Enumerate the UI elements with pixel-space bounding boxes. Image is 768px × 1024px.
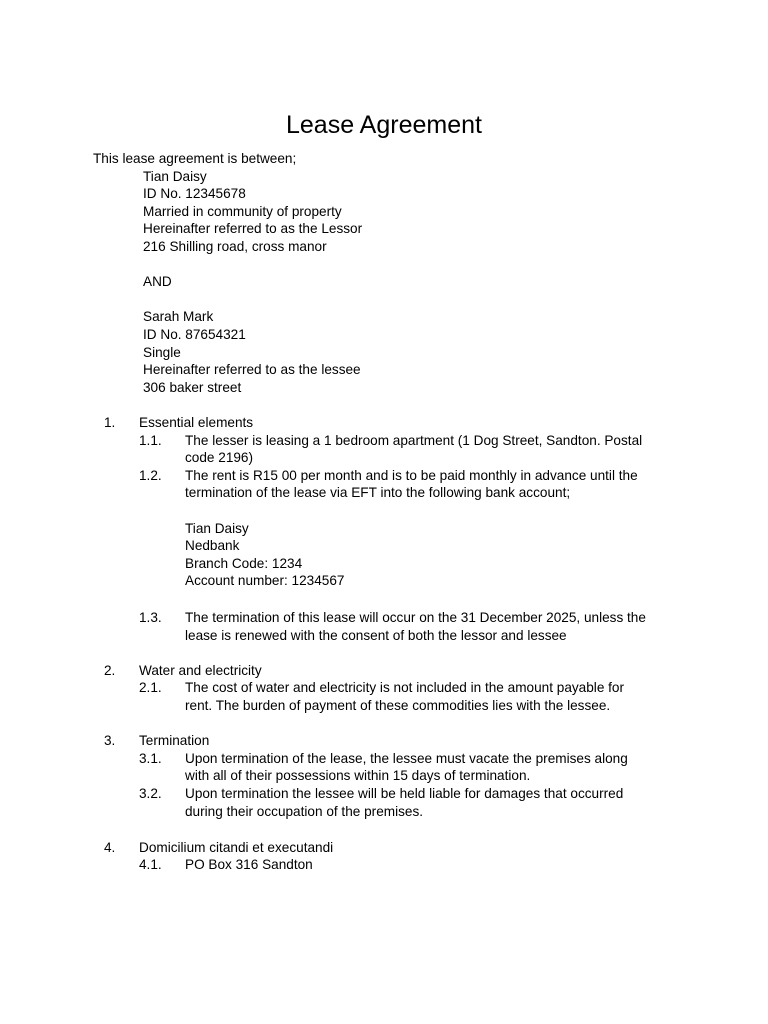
section-number: 2. xyxy=(104,662,116,678)
clause-number: 2.1. xyxy=(139,680,162,696)
clause-text: lease is renewed with the consent of both the lessor and lessee xyxy=(185,627,567,643)
bank-branch-code: Branch Code: 1234 xyxy=(185,555,303,571)
lessee-id: ID No. 87654321 xyxy=(143,327,246,342)
clause-text: The rent is R15 00 per month and is to be paid monthly in advance until the xyxy=(185,467,638,483)
clause-text: during their occupation of the premises. xyxy=(185,803,424,819)
clause-text: Upon termination the lessee will be held liable for damages that occurred xyxy=(185,786,624,801)
section-heading: Termination xyxy=(139,733,210,749)
section-heading: Essential elements xyxy=(139,415,254,430)
clause-text: rent. The burden of payment of these commodities lies with the lessee. xyxy=(185,698,611,713)
clause-text: Upon termination of the lease, the lessee must vacate the premises along xyxy=(185,750,628,766)
section-number: 1. xyxy=(104,415,116,430)
clause-number: 3.1. xyxy=(139,750,162,766)
clause-text: The cost of water and electricity is not included in the amount payable for xyxy=(185,680,625,696)
clause-text: code 2196) xyxy=(185,450,254,466)
lessor-marital-status: Married in community of property xyxy=(143,203,342,219)
conjunction-and: AND xyxy=(143,274,172,290)
clause-number: 3.2. xyxy=(139,786,162,801)
lessee-name: Sarah Mark xyxy=(143,309,214,325)
section-heading: Domicilium citandi et executandi xyxy=(139,839,334,855)
section-number: 3. xyxy=(104,733,116,749)
lessor-id: ID No. 12345678 xyxy=(143,186,246,202)
clause-text: termination of the lease via EFT into the following bank account; xyxy=(185,485,571,501)
clause-text: The termination of this lease will occur on the 31 December 2025, unless the xyxy=(185,610,646,625)
lessee-referred: Hereinafter referred to as the lessee xyxy=(143,362,361,378)
lessor-address: 216 Shilling road, cross manor xyxy=(143,239,327,254)
clause-text: with all of their possessions within 15 days of termination. xyxy=(185,768,531,784)
lessor-referred: Hereinafter referred to as the Lessor xyxy=(143,221,363,237)
lessee-address: 306 baker street xyxy=(143,379,242,395)
clause-number: 4.1. xyxy=(139,857,162,873)
lessee-marital-status: Single xyxy=(143,344,181,360)
bank-account-holder: Tian Daisy xyxy=(185,520,249,536)
bank-account-number: Account number: 1234567 xyxy=(185,573,345,589)
document-title: Lease Agreement xyxy=(286,111,482,139)
clause-text: The lesser is leasing a 1 bedroom apartment (1 Dog Street, Sandton. Postal xyxy=(185,432,643,448)
clause-number: 1.2. xyxy=(139,467,162,483)
clause-number: 1.1. xyxy=(139,432,162,448)
section-number: 4. xyxy=(104,839,116,855)
clause-text: PO Box 316 Sandton xyxy=(185,857,313,873)
intro-text: This lease agreement is between; xyxy=(93,151,297,166)
section-heading: Water and electricity xyxy=(139,662,262,678)
bank-name: Nedbank xyxy=(185,538,240,554)
lessor-name: Tian Daisy xyxy=(143,168,207,184)
clause-number: 1.3. xyxy=(139,610,162,625)
